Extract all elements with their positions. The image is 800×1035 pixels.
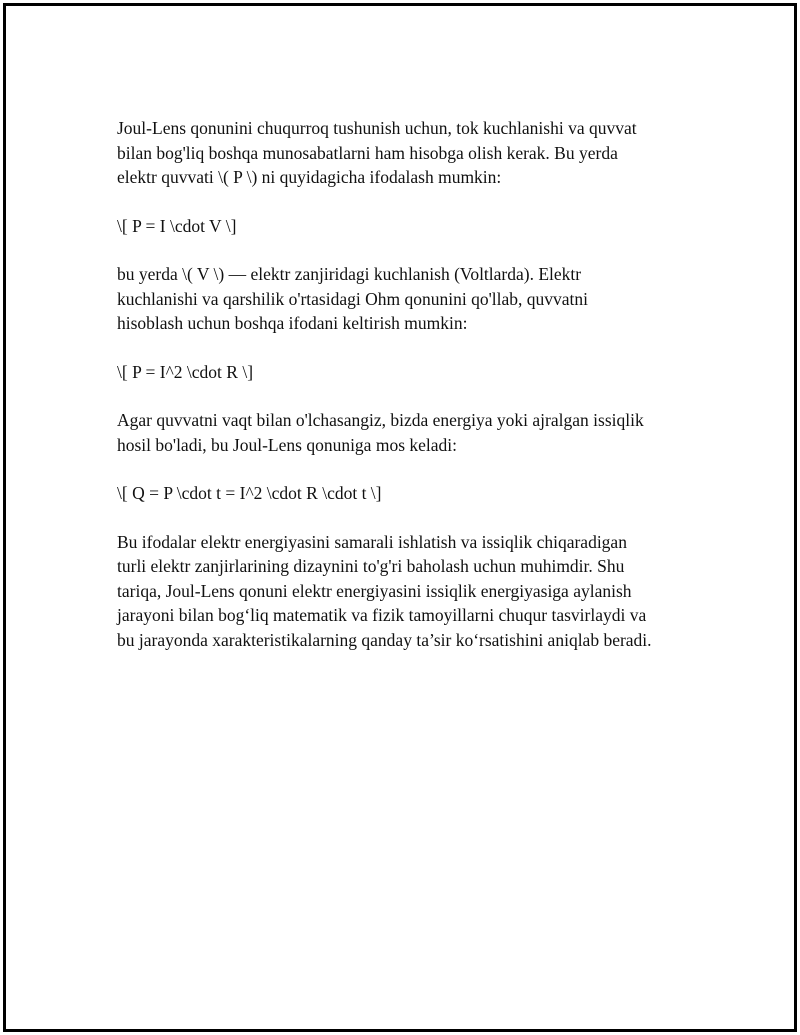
paragraph-intro: Joul-Lens qonunini chuqurroq tushunish uchun, tok kuchlanishi va quvvat bilan bog'liq boshqa munosabatlarni ham hisobga olish kerak. Bu yerda elektr quvvati \( P \) ni quyidagicha ifodalash mumkin: <box>117 118 637 187</box>
formula-heat-q: \[ Q = P \cdot t = I^2 \cdot R \cdot t \] <box>117 483 382 503</box>
document-body <box>117 116 717 676</box>
formula-power-i2r: \[ P = I^2 \cdot R \] <box>117 361 254 382</box>
paragraph-voltage: bu yerda \( V \) — elektr zanjiridagi kuchlanish (Voltlarda). Elektr kuchlanishi va qarshilik o'rtasidagi Ohm qonunini qo'llab, quvvatni hisoblash uchun boshqa ifodani keltirish mumkin: <box>117 264 588 333</box>
formula-power-iv: \[ P = I \cdot V \] <box>117 215 237 236</box>
paragraph-conclusion: Bu ifodalar elektr energiyasini samarali ishlatish va issiqlik chiqaradigan turli elektr zanjirlarining dizaynini to'g'ri baholash uchun muhimdir. Shu tariqa, Joul-Lens qonuni elektr energiyasini issiqlik energiyasiga aylanish jarayoni bilan bog‘liq matematik va fizik tamoyillarni chuqur tasvirlaydi va bu jarayonda xarakteristikalarning qanday ta’sir ko‘rsatishini aniqlab beradi. <box>117 531 652 650</box>
paragraph-energy: Agar quvvatni vaqt bilan o'lchasangiz, bizda energiya yoki ajralgan issiqlik hosil bo'ladi, bu Joul-Lens qonuniga mos keladi: <box>117 410 644 455</box>
